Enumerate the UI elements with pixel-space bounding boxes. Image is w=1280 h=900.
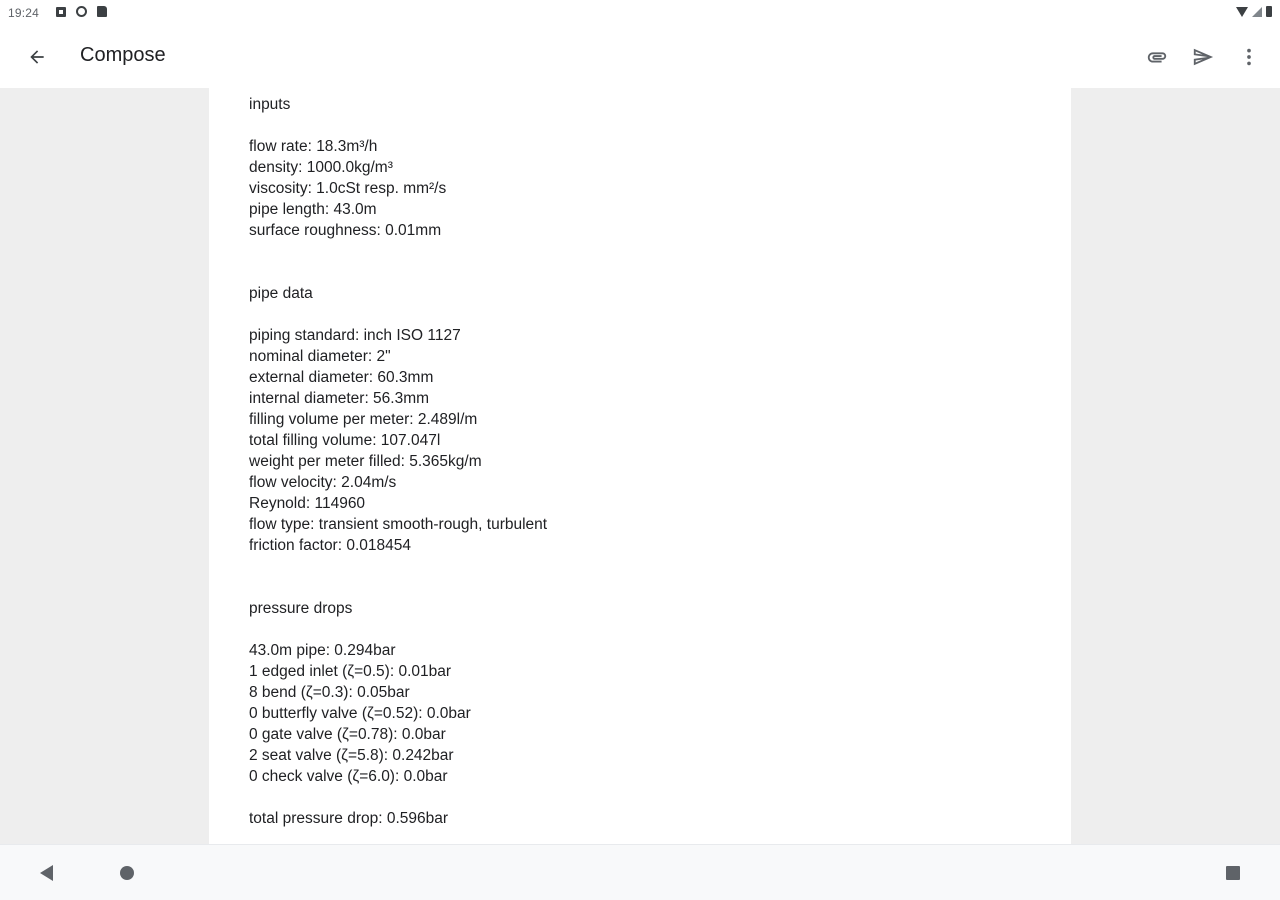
status-bar: [0, 0, 1280, 26]
message-text: [249, 94, 547, 829]
pipe-data-line: total filling volume: 107.047l: [249, 432, 441, 449]
status-time: 19:24: [8, 6, 40, 20]
pipe-data-line: flow velocity: 2.04m/s: [249, 474, 397, 491]
inputs-line: surface roughness: 0.01mm: [249, 222, 442, 239]
battery-icon: [1266, 6, 1272, 17]
inputs-heading: inputs: [249, 96, 291, 113]
inputs-line: viscosity: 1.0cSt resp. mm²/s: [249, 180, 447, 197]
pipe-data-line: filling volume per meter: 2.489l/m: [249, 411, 478, 428]
wifi-icon: [1236, 7, 1248, 17]
pipe-data-line: piping standard: inch ISO 1127: [249, 327, 461, 344]
inputs-line: pipe length: 43.0m: [249, 201, 377, 218]
pressure-drop-line: 8 bend (ζ=0.3): 0.05bar: [249, 684, 410, 701]
total-pressure-drop: total pressure drop: 0.596bar: [249, 810, 449, 827]
pipe-data-line: weight per meter filled: 5.365kg/m: [249, 453, 482, 470]
pipe-data-line: Reynold: 114960: [249, 495, 366, 512]
pressure-drop-line: 43.0m pipe: 0.294bar: [249, 642, 396, 659]
sd-card-icon: [97, 6, 107, 17]
more-vert-icon: [1238, 46, 1260, 68]
pipe-data-heading: pipe data: [249, 285, 313, 302]
notification-square-icon: [56, 7, 66, 17]
back-button[interactable]: [22, 42, 52, 72]
send-button[interactable]: [1186, 40, 1220, 74]
navigation-bar: [0, 844, 1280, 900]
pipe-data-line: flow type: transient smooth-rough, turbulent: [249, 516, 548, 533]
pipe-data-line: external diameter: 60.3mm: [249, 369, 434, 386]
pipe-data-line: nominal diameter: 2": [249, 348, 391, 365]
pressure-drop-line: 2 seat valve (ζ=5.8): 0.242bar: [249, 747, 454, 764]
status-icons-left: [56, 6, 107, 17]
vpn-circle-icon: [76, 6, 87, 17]
inputs-line: flow rate: 18.3m³/h: [249, 138, 378, 155]
nav-recents-icon[interactable]: [1226, 866, 1240, 880]
app-bar: [0, 26, 1280, 88]
inputs-line: density: 1000.0kg/m³: [249, 159, 393, 176]
pipe-data-line: internal diameter: 56.3mm: [249, 390, 430, 407]
pipe-data-line: friction factor: 0.018454: [249, 537, 411, 554]
pressure-drop-line: 1 edged inlet (ζ=0.5): 0.01bar: [249, 663, 452, 680]
send-icon: [1192, 46, 1214, 68]
page-title: Compose: [80, 44, 166, 66]
pressure-drops-heading: pressure drops: [249, 600, 353, 617]
toolbar-actions: [1140, 40, 1266, 74]
more-options-button[interactable]: [1232, 40, 1266, 74]
signal-icon: [1252, 7, 1262, 17]
pressure-drop-line: 0 check valve (ζ=6.0): 0.0bar: [249, 768, 448, 785]
nav-back-icon[interactable]: [40, 865, 53, 881]
compose-body[interactable]: [209, 88, 1071, 844]
nav-home-icon[interactable]: [120, 866, 134, 880]
attach-button[interactable]: [1140, 40, 1174, 74]
arrow-back-icon: [27, 47, 47, 67]
content-area: [0, 88, 1280, 844]
status-icons-right: [1236, 6, 1272, 17]
attachment-icon: [1146, 46, 1168, 68]
pressure-drop-line: 0 butterfly valve (ζ=0.52): 0.0bar: [249, 705, 471, 722]
pressure-drop-line: 0 gate valve (ζ=0.78): 0.0bar: [249, 726, 446, 743]
